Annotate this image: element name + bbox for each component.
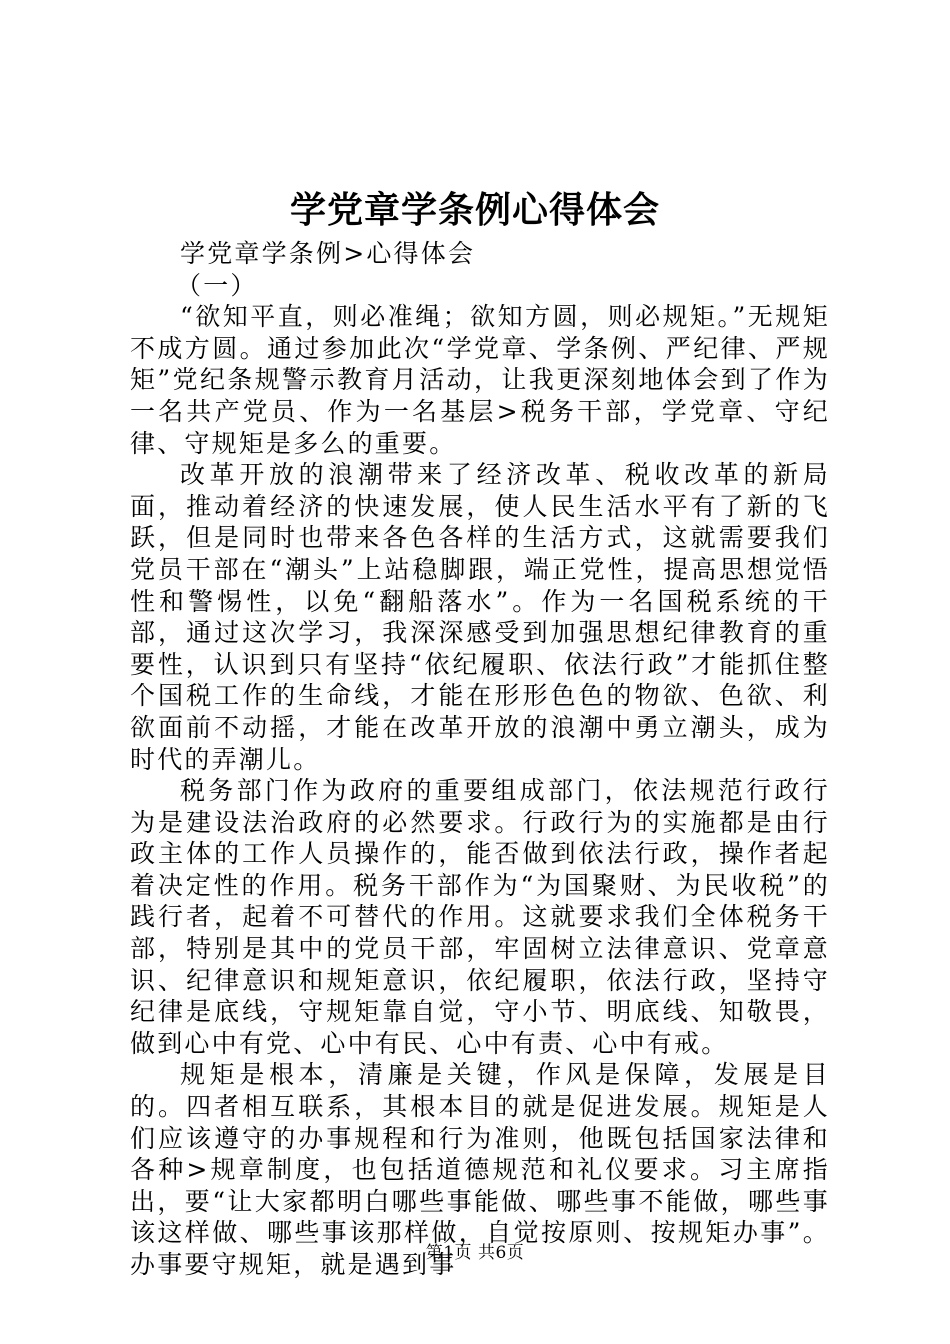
document-body: [130, 238, 830, 1281]
document-title: 学党章学条例心得体会: [289, 189, 660, 231]
paragraph-4: 规矩是根本，清廉是关键，作风是保障，发展是目的。四者相互联系，其根本目的就是促进发展。规矩是人们应该遵守的办事规程和行为准则，他既包括国家法律和各种>规章制度，也包括道德规范和礼仪要求。习主席指出，要“让大家都明白哪些事能做、哪些事不能做，哪些事该这样做、哪些事该那样做，自觉按原则、按规矩办事”。办事要守规矩，就是遇到事: [130, 1060, 830, 1279]
section-label: （一）: [176, 270, 258, 300]
paragraph-3: 税务部门作为政府的重要组成部门，依法规范行政行为是建设法治政府的必然要求。行政行为的实施都是由行政主体的工作人员操作的，能否做到依法行政，操作者起着决定性的作用。税务干部作为“为国聚财、为民收税”的践行者，起着不可替代的作用。这就要求我们全体税务干部，特别是其中的党员干部，牢固树立法律意识、党章意识、纪律意识和规矩意识，依纪履职，依法行政，坚持守纪律是底线，守规矩靠自觉，守小节、明底线、知敬畏，做到心中有党、心中有民、心中有责、心中有戒。: [130, 776, 830, 1058]
paragraph-1: “欲知平直，则必准绳；欲知方圆，则必规矩。”无规矩不成方圆。通过参加此次“学党章、学条例、严纪律、严规矩”党纪条规警示教育月活动，让我更深刻地体会到了作为一名共产党员、作为一名基层>税务干部，学党章、守纪律、守规矩是多么的重要。: [130, 302, 830, 458]
document-subtitle: 学党章学条例>心得体会: [180, 239, 476, 268]
paragraph-2: 改革开放的浪潮带来了经济改革、税收改革的新局面，推动着经济的快速发展，使人民生活水平有了新的飞跃，但是同时也带来各色各样的生活方式，这就需要我们党员干部在“潮头”上站稳脚跟，端正党性，提高思想觉悟性和警惕性，以免“翻船落水”。作为一名国税系统的干部，通过这次学习，我深深感受到加强思想纪律教育的重要性，认识到只有坚持“依纪履职、依法行政”才能抓住整个国税工作的生命线，才能在形形色色的物欲、色欲、利欲面前不动摇，才能在改革开放的浪潮中勇立潮头，成为时代的弄潮儿。: [130, 460, 830, 774]
page-footer: 第1页 共6页: [425, 1243, 525, 1263]
